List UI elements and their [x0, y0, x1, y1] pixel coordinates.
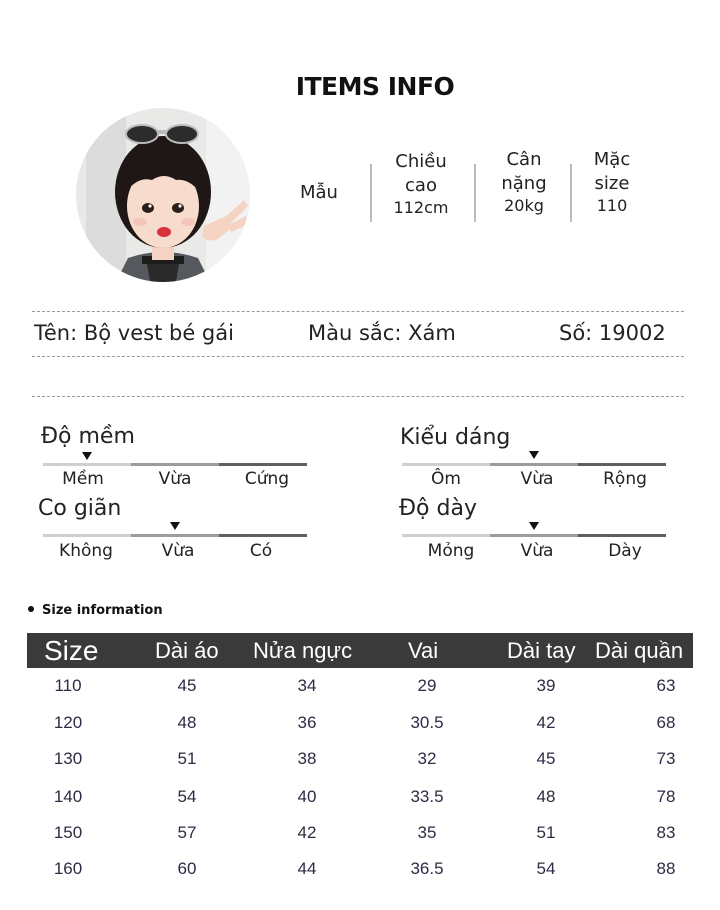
table-cell: 40 — [297, 787, 317, 806]
table-cell: 33.5 — [410, 787, 444, 806]
divider — [32, 356, 684, 357]
size-table-header — [27, 633, 693, 668]
scale-option: Vừa — [520, 469, 554, 489]
table-cell: 140 — [53, 787, 83, 806]
table-cell: 83 — [656, 823, 676, 842]
stat-divider — [370, 164, 372, 222]
table-cell: 160 — [53, 859, 83, 878]
scale-option: Ôm — [431, 469, 461, 489]
scale-segment — [131, 534, 219, 537]
scale-option: Có — [249, 541, 273, 561]
weight-stat — [484, 148, 564, 216]
scale-option: Mềm — [62, 469, 104, 489]
table-cell: 63 — [656, 676, 676, 695]
column-header: Size — [44, 635, 99, 666]
height-label: Chiều cao — [395, 151, 447, 196]
table-cell: 34 — [297, 676, 317, 695]
divider — [32, 396, 684, 397]
column-header: Dài quần — [595, 638, 684, 663]
scale-segment — [43, 463, 131, 466]
column-header: Dài tay — [507, 638, 576, 663]
table-cell: 44 — [297, 859, 317, 878]
scale-segment — [219, 534, 307, 537]
table-cell: 29 — [417, 676, 437, 695]
size-worn-label: Mặc size — [593, 149, 631, 194]
scale-segment — [578, 534, 666, 537]
weight-value: 20kg — [504, 196, 544, 215]
scale-segment — [490, 534, 578, 537]
size-info-heading: Size information — [42, 603, 163, 618]
height-stat — [378, 150, 464, 218]
scale-option: Mỏng — [427, 541, 475, 561]
table-cell: 35 — [417, 823, 437, 842]
table-cell: 110 — [54, 676, 82, 695]
scale-marker — [529, 451, 539, 459]
table-cell: 130 — [53, 749, 83, 768]
scale-option: Dày — [608, 541, 642, 561]
scale-segment — [43, 534, 131, 537]
scale-segment — [219, 463, 307, 466]
scale-segment — [578, 463, 666, 466]
page-title: ITEMS INFO — [295, 72, 455, 101]
column-header: Dài áo — [155, 638, 219, 663]
scale-segment — [402, 463, 490, 466]
scale-option: Cứng — [244, 469, 290, 489]
table-cell: 42 — [536, 713, 556, 732]
table-cell: 48 — [536, 787, 556, 806]
column-header: Nửa ngực — [253, 638, 353, 663]
height-value: 112cm — [393, 198, 449, 217]
model-label: Mẫu — [300, 182, 338, 203]
table-cell: 30.5 — [410, 713, 444, 732]
stat-divider — [474, 164, 476, 222]
table-cell: 39 — [536, 676, 556, 695]
table-cell: 32 — [417, 749, 437, 768]
table-cell: 57 — [177, 823, 197, 842]
scale-marker — [82, 452, 92, 460]
scale-segment — [131, 463, 219, 466]
stat-divider — [570, 164, 572, 222]
weight-label: Cân nặng — [501, 149, 547, 194]
scale-marker — [170, 522, 180, 530]
model-portrait-illustration — [76, 108, 250, 282]
table-cell: 54 — [536, 859, 556, 878]
table-cell: 68 — [656, 713, 676, 732]
scale-title: Kiểu dáng — [400, 425, 511, 450]
model-photo — [76, 108, 250, 282]
scale-option: Vừa — [520, 541, 554, 561]
scale-option: Vừa — [161, 541, 195, 561]
table-cell: 51 — [177, 749, 197, 768]
table-cell: 73 — [656, 749, 676, 768]
size-worn-value: 110 — [596, 196, 628, 215]
divider — [32, 311, 684, 312]
table-cell: 48 — [177, 713, 197, 732]
size-worn-stat — [576, 148, 648, 216]
table-cell: 36.5 — [410, 859, 444, 878]
scale-title: Độ mềm — [41, 424, 135, 449]
scale-title: Co giãn — [38, 496, 122, 521]
scale-segment — [490, 463, 578, 466]
table-cell: 78 — [656, 787, 676, 806]
scale-option: Không — [59, 541, 113, 561]
bullet-icon — [28, 606, 34, 612]
scale-title: Độ dày — [399, 496, 477, 521]
product-color: Màu sắc: Xám — [308, 321, 456, 345]
scale-marker — [529, 522, 539, 530]
table-cell: 88 — [656, 859, 676, 878]
table-cell: 120 — [53, 713, 83, 732]
table-cell: 45 — [536, 749, 556, 768]
table-cell: 42 — [297, 823, 317, 842]
scale-option: Vừa — [158, 469, 192, 489]
scale-segment — [402, 534, 490, 537]
table-cell: 150 — [53, 823, 83, 842]
product-number: Số: 19002 — [559, 321, 666, 345]
scale-option: Rộng — [603, 469, 647, 489]
table-cell: 54 — [177, 787, 197, 806]
table-cell: 60 — [177, 859, 197, 878]
table-cell: 38 — [297, 749, 317, 768]
product-name: Tên: Bộ vest bé gái — [34, 321, 234, 345]
table-cell: 51 — [536, 823, 556, 842]
table-cell: 45 — [177, 676, 197, 695]
column-header: Vai — [408, 638, 439, 663]
table-cell: 36 — [297, 713, 317, 732]
